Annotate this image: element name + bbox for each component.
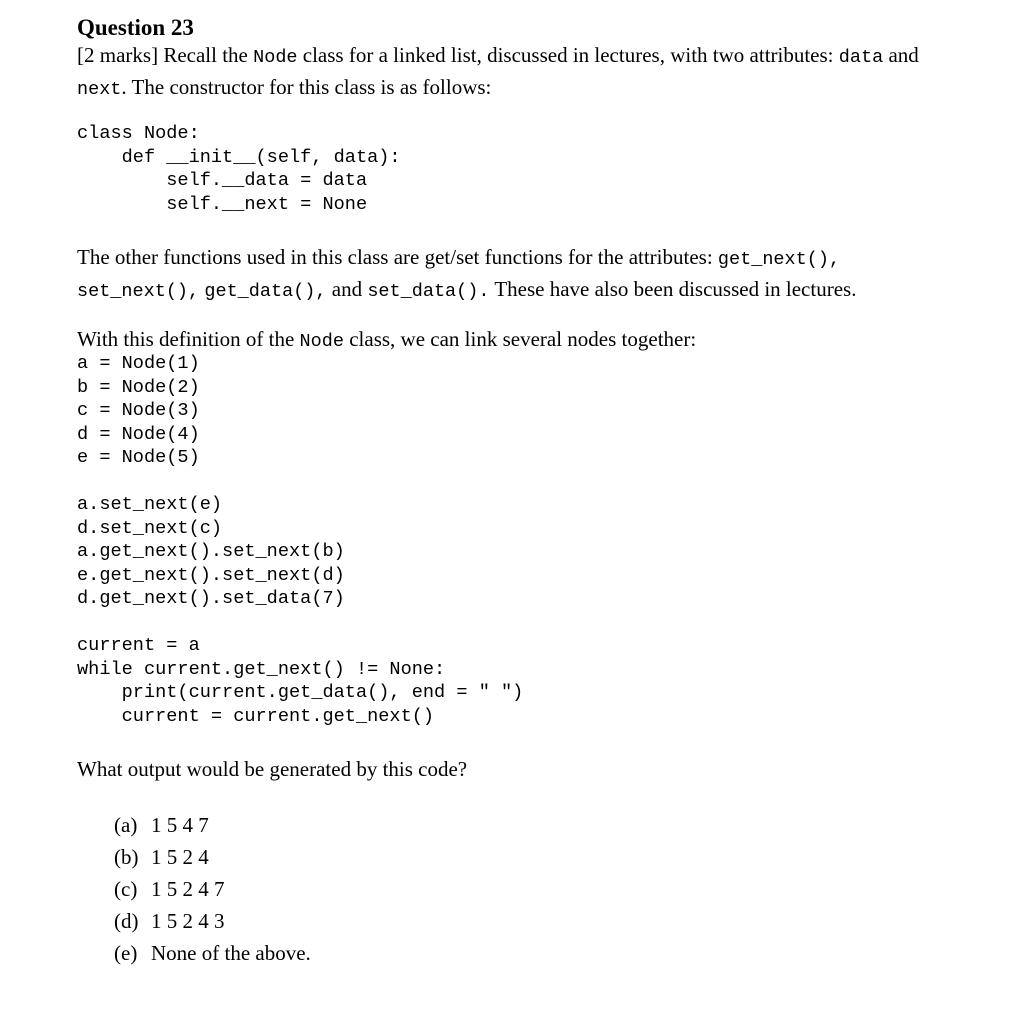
code-line: self.__data = data (77, 170, 368, 191)
question-title: Question 23 (77, 15, 194, 40)
node-creation-code-block (77, 352, 200, 470)
node-class-name: Node (253, 47, 298, 68)
code-line: e = Node(5) (77, 447, 200, 468)
answer-options (114, 809, 311, 969)
code-line: d.get_next().set_data(7) (77, 588, 345, 609)
option-label: (c) (114, 877, 138, 901)
code-line: b = Node(2) (77, 376, 200, 398)
intro-text: Recall the (158, 43, 254, 67)
option-text: 1 5 2 4 3 (151, 909, 225, 933)
node-class-name: Node (299, 331, 344, 352)
intro-text: . The constructor for this class is as follows: (121, 74, 492, 99)
code-line: a.get_next().set_next(b) (77, 541, 345, 562)
option-label: (a) (114, 813, 138, 837)
linking-code-block (77, 493, 345, 611)
code-line: a = Node(1) (77, 353, 200, 374)
option-text: 1 5 2 4 7 (151, 877, 225, 901)
constructor-code-block (77, 122, 401, 216)
code-line: c = Node(3) (77, 400, 200, 421)
option-label: (e) (114, 941, 138, 965)
option-e[interactable] (114, 937, 311, 969)
code-line: a.set_next(e) (77, 494, 223, 515)
code-line: e.get_next().set_next(d) (77, 564, 345, 586)
code-line: current = a (77, 635, 200, 656)
definition-text: class, we can link several nodes together: (343, 327, 697, 351)
data-attribute-name: data (838, 47, 884, 68)
functions-text: These have also been discussed in lectures. (489, 276, 857, 301)
functions-paragraph (77, 243, 856, 306)
code-line: while current.get_next() != None: (77, 658, 446, 680)
option-d[interactable] (114, 905, 311, 937)
option-text: None of the above. (151, 941, 311, 965)
option-a[interactable] (114, 809, 311, 841)
option-label: (b) (114, 845, 139, 869)
code-line: self.__next = None (77, 193, 368, 215)
code-line: print(current.get_data(), end = " ") (77, 682, 524, 703)
get-next-function: get_next(), (717, 249, 841, 270)
option-c[interactable] (114, 873, 311, 905)
get-data-function: get_data(), (204, 280, 327, 302)
functions-text: and (326, 276, 368, 301)
intro-text: class for a linked list, discussed in lectures, with two attributes: (297, 43, 839, 67)
question-prompt: What output would be generated by this code? (77, 757, 468, 781)
code-line: class Node: (77, 123, 200, 144)
intro-paragraph (77, 41, 919, 104)
intro-text: and (883, 43, 919, 67)
option-text: 1 5 4 7 (151, 813, 209, 837)
definition-text: With this definition of the (77, 327, 300, 351)
functions-text: The other functions used in this class are get/set functions for the attributes: (77, 245, 718, 269)
next-attribute-name: next (77, 78, 122, 100)
code-line: current = current.get_next() (77, 705, 435, 727)
set-data-function: set_data(). (367, 280, 490, 302)
option-b[interactable] (114, 841, 311, 873)
option-text: 1 5 2 4 (151, 845, 209, 869)
code-line: d.set_next(c) (77, 517, 223, 539)
option-label: (d) (114, 909, 139, 933)
code-line: d = Node(4) (77, 423, 200, 445)
set-next-function: set_next(), (77, 280, 200, 302)
traversal-code-block (77, 634, 523, 728)
marks-label: [2 marks] (77, 43, 159, 67)
code-line: def __init__(self, data): (77, 146, 401, 168)
